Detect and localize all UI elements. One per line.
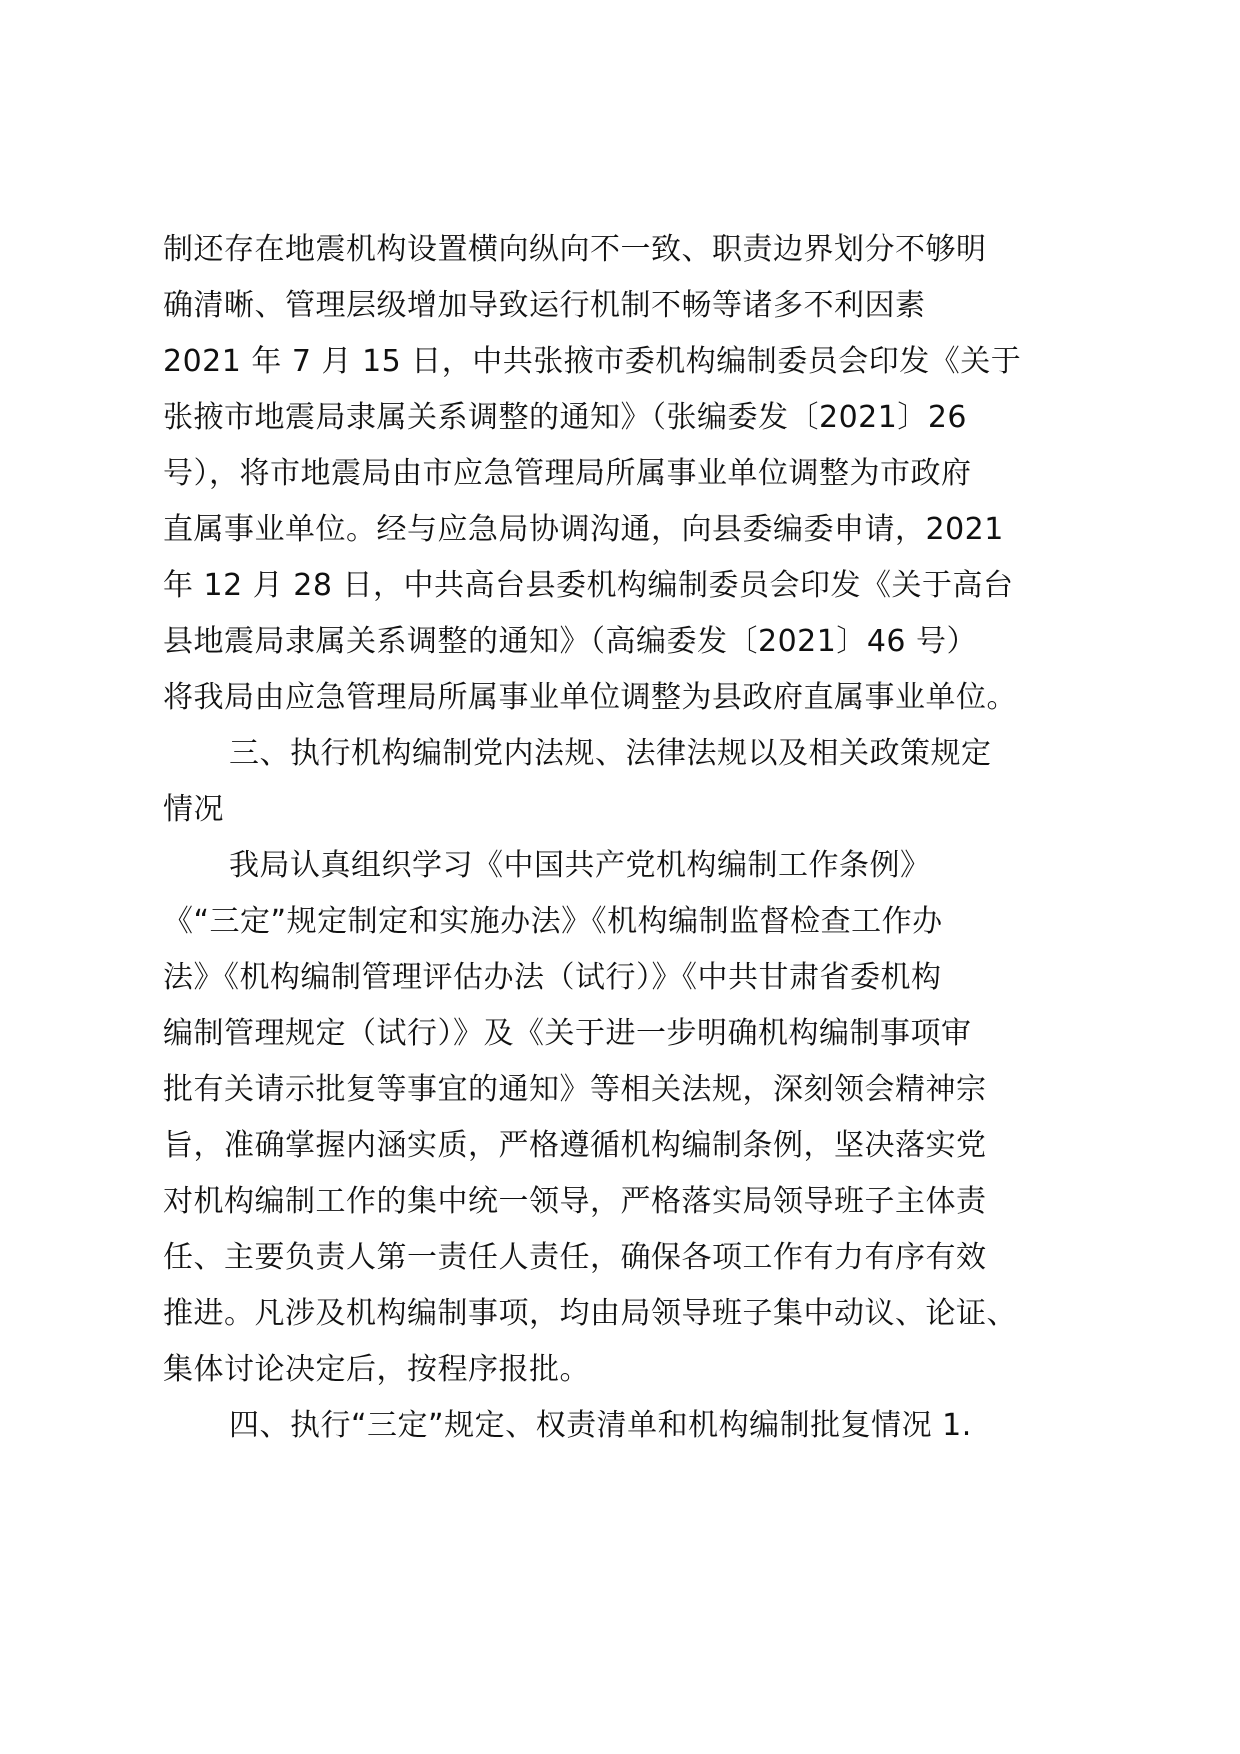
section-heading-4: 四、执行“三定”规定、权责清单和机构编制批复情况 1. xyxy=(229,1408,972,1443)
body-text-line: 编制管理规定（试行）》及《关于进一步明确机构编制事项审 xyxy=(163,1016,972,1051)
body-text-line: 制还存在地震机构设置横向纵向不一致、职责边界划分不够明 xyxy=(163,232,987,267)
body-text-line: 张掖市地震局隶属关系调整的通知》（张编委发〔2021〕26 xyxy=(163,400,968,435)
body-text-line: 确清晰、管理层级增加导致运行机制不畅等诸多不利因素 xyxy=(163,288,926,323)
section-heading-3-continued: 情况 xyxy=(163,792,224,827)
body-text-line: 县地震局隶属关系调整的通知》（高编委发〔2021〕46 号） xyxy=(163,624,978,659)
body-text-line: 《“三定”规定制定和实施办法》《机构编制监督检查工作办 xyxy=(163,904,943,939)
body-text-line: 2021 年 7 月 15 日，中共张掖市委机构编制委员会印发《关于 xyxy=(163,344,1022,379)
paragraph-start: 我局认真组织学习《中国共产党机构编制工作条例》 xyxy=(229,848,931,883)
body-text-line: 年 12 月 28 日，中共高台县委机构编制委员会印发《关于高台 xyxy=(163,568,1014,603)
body-text-line: 对机构编制工作的集中统一领导，严格落实局领导班子主体责 xyxy=(163,1184,987,1219)
body-text-line: 直属事业单位。经与应急局协调沟通，向县委编委申请，2021 xyxy=(163,512,1004,547)
body-text-line: 任、主要负责人第一责任人责任，确保各项工作有力有序有效 xyxy=(163,1240,987,1275)
body-text-line: 推进。凡涉及机构编制事项，均由局领导班子集中动议、论证、 xyxy=(163,1296,1017,1331)
body-text-line: 号），将市地震局由市应急管理局所属事业单位调整为市政府 xyxy=(163,456,972,491)
body-text-line: 将我局由应急管理局所属事业单位调整为县政府直属事业单位。 xyxy=(163,680,1017,715)
body-text-line: 集体讨论决定后，按程序报批。 xyxy=(163,1352,590,1387)
body-text-line: 旨，准确掌握内涵实质，严格遵循机构编制条例，坚决落实党 xyxy=(163,1128,987,1163)
body-text-line: 批有关请示批复等事宜的通知》等相关法规，深刻领会精神宗 xyxy=(163,1072,987,1107)
body-text-line: 法》《机构编制管理评估办法（试行）》《中共甘肃省委机构 xyxy=(163,960,942,995)
section-heading-3: 三、执行机构编制党内法规、法律法规以及相关政策规定 xyxy=(229,736,992,771)
